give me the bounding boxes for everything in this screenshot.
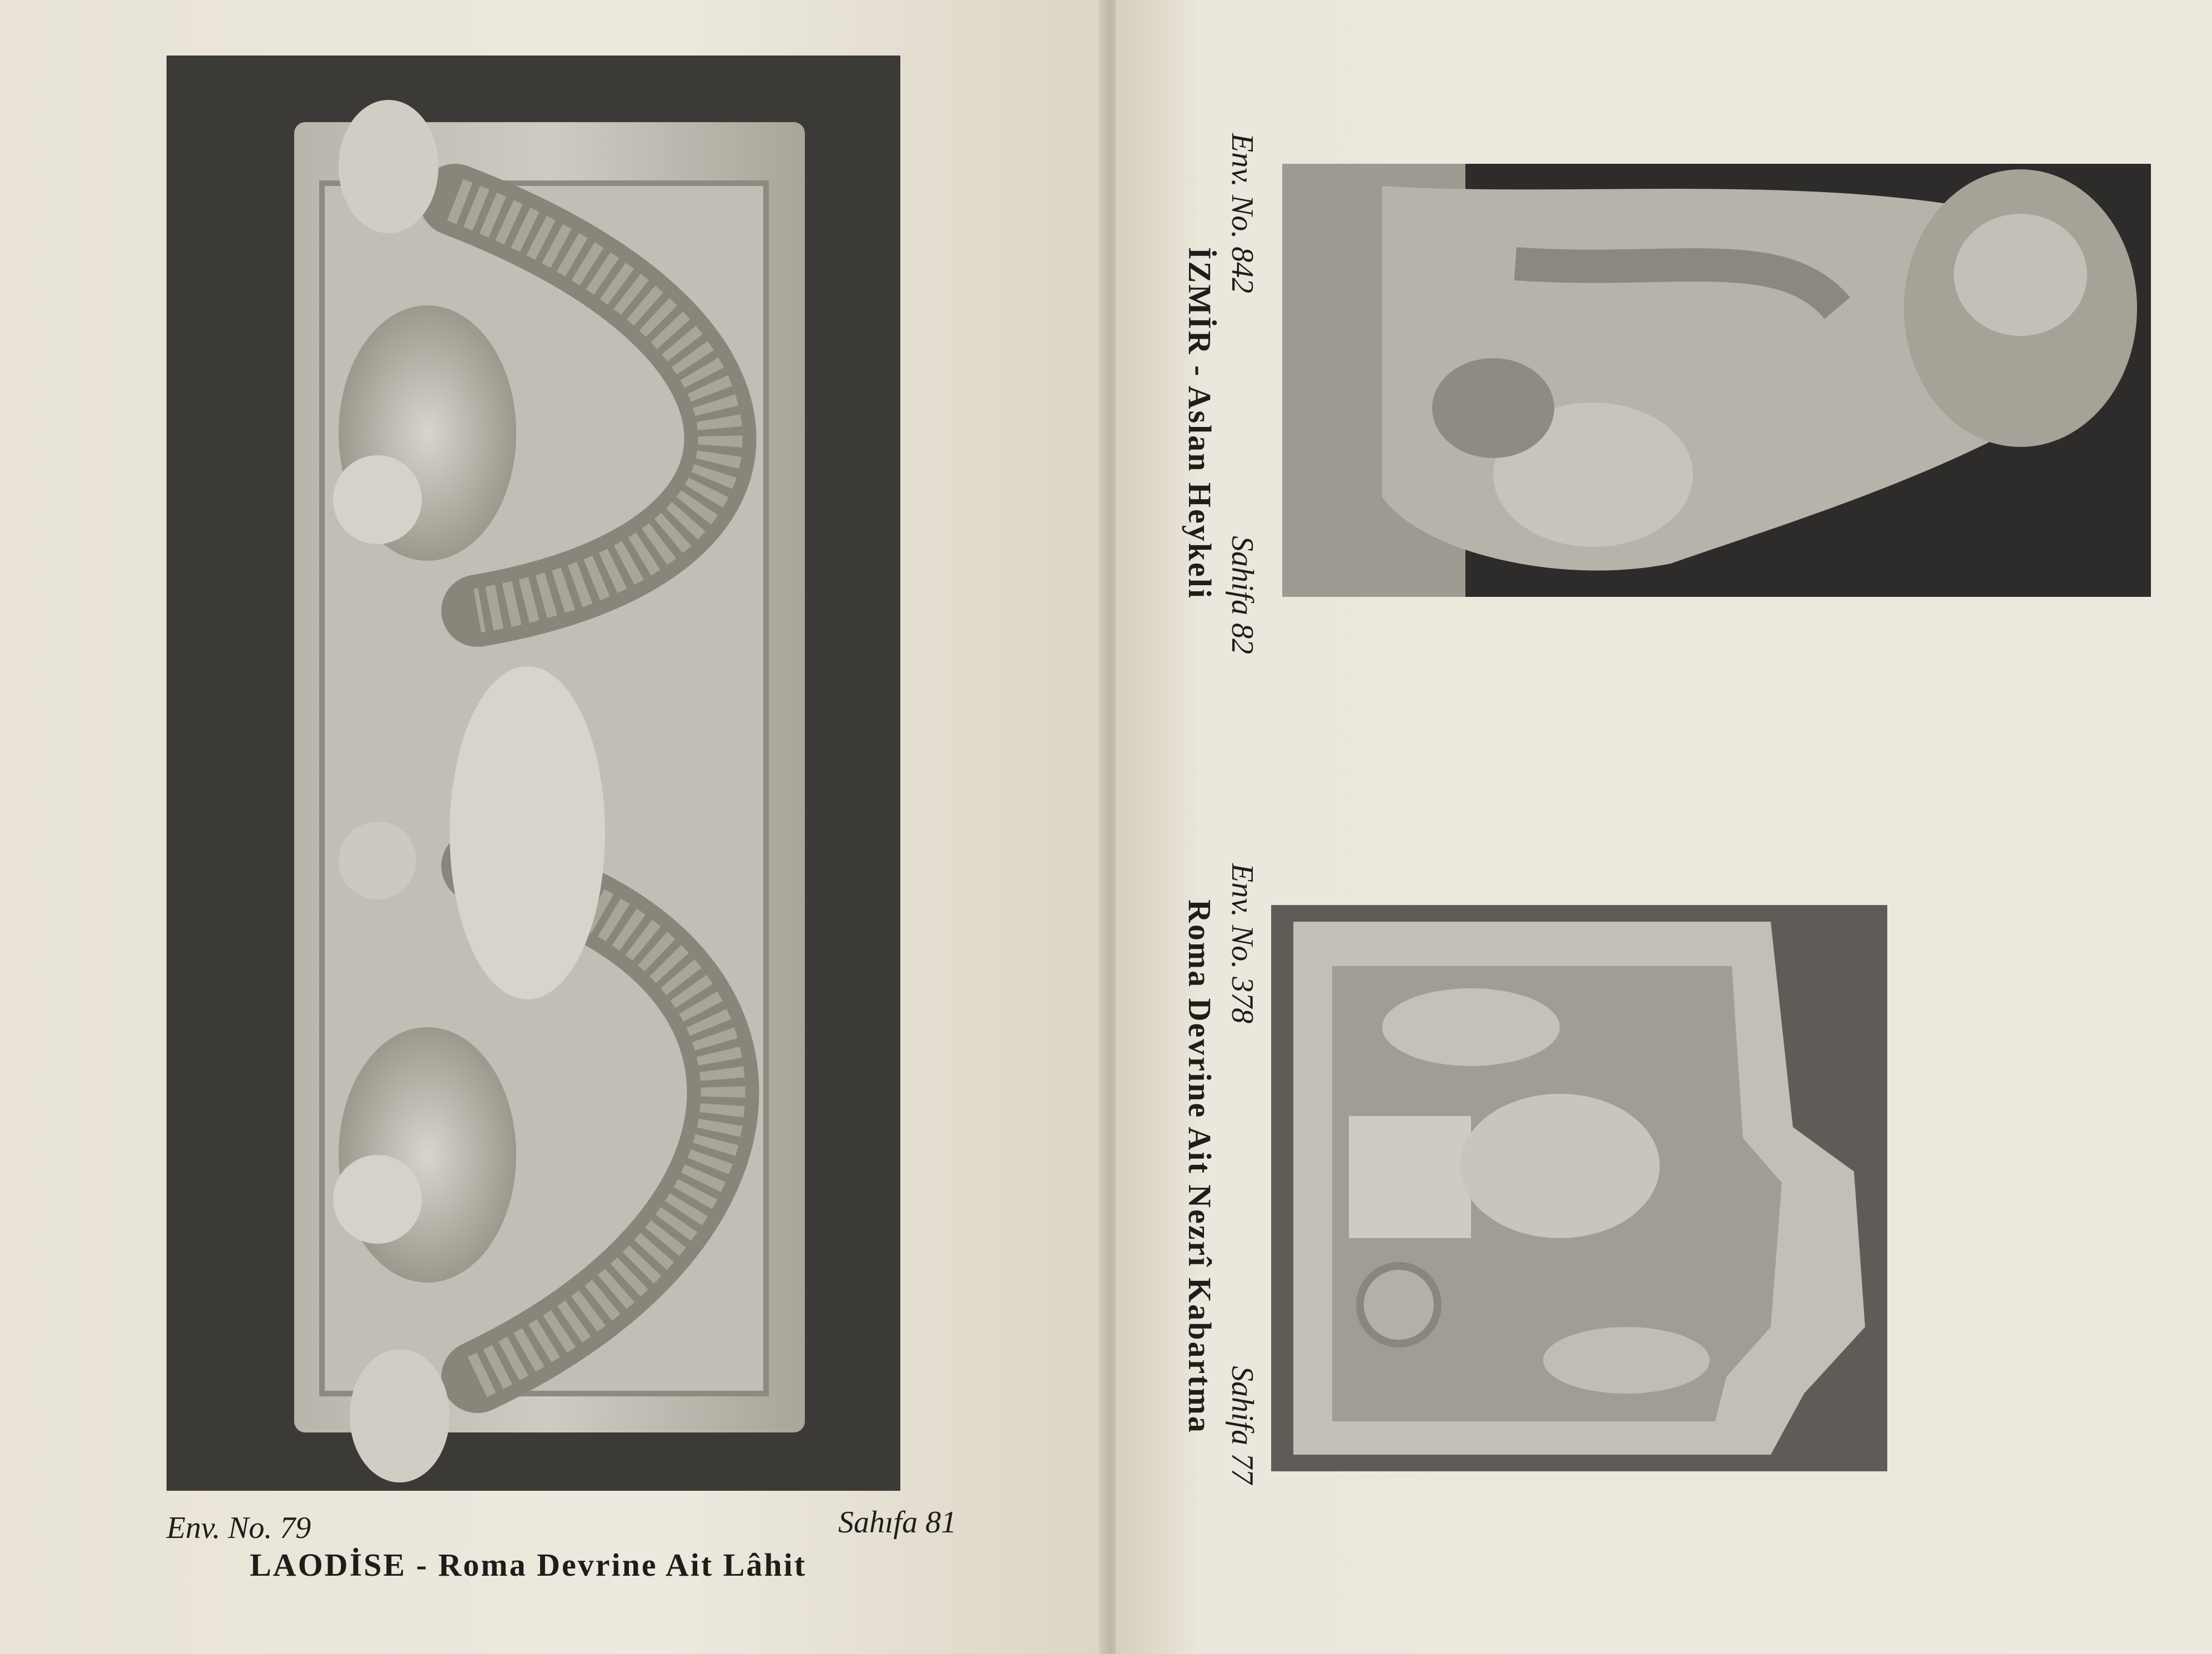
lion-title: İZMİR - Aslan Heykeli xyxy=(1182,247,1218,600)
lion-statue-photo xyxy=(1282,164,2151,597)
relief-page-reference: Sahifa 77 xyxy=(1225,1366,1259,1485)
lion-inventory-number: Env. No. 842 xyxy=(1225,133,1259,294)
left-page-reference: Sahıfa 81 xyxy=(838,1505,957,1540)
votive-relief-photo xyxy=(1271,905,1887,1471)
lion-page-reference: Sahifa 82 xyxy=(1225,536,1259,655)
left-title: LAODİSE - Roma Devrine Ait Lâhit xyxy=(250,1547,807,1583)
sarcophagus-photo xyxy=(167,56,900,1491)
relief-title: Roma Devrine Ait Nezrî Kabartma xyxy=(1182,899,1218,1434)
left-inventory-number: Env. No. 79 xyxy=(167,1511,311,1545)
relief-inventory-number: Env. No. 378 xyxy=(1225,863,1259,1024)
